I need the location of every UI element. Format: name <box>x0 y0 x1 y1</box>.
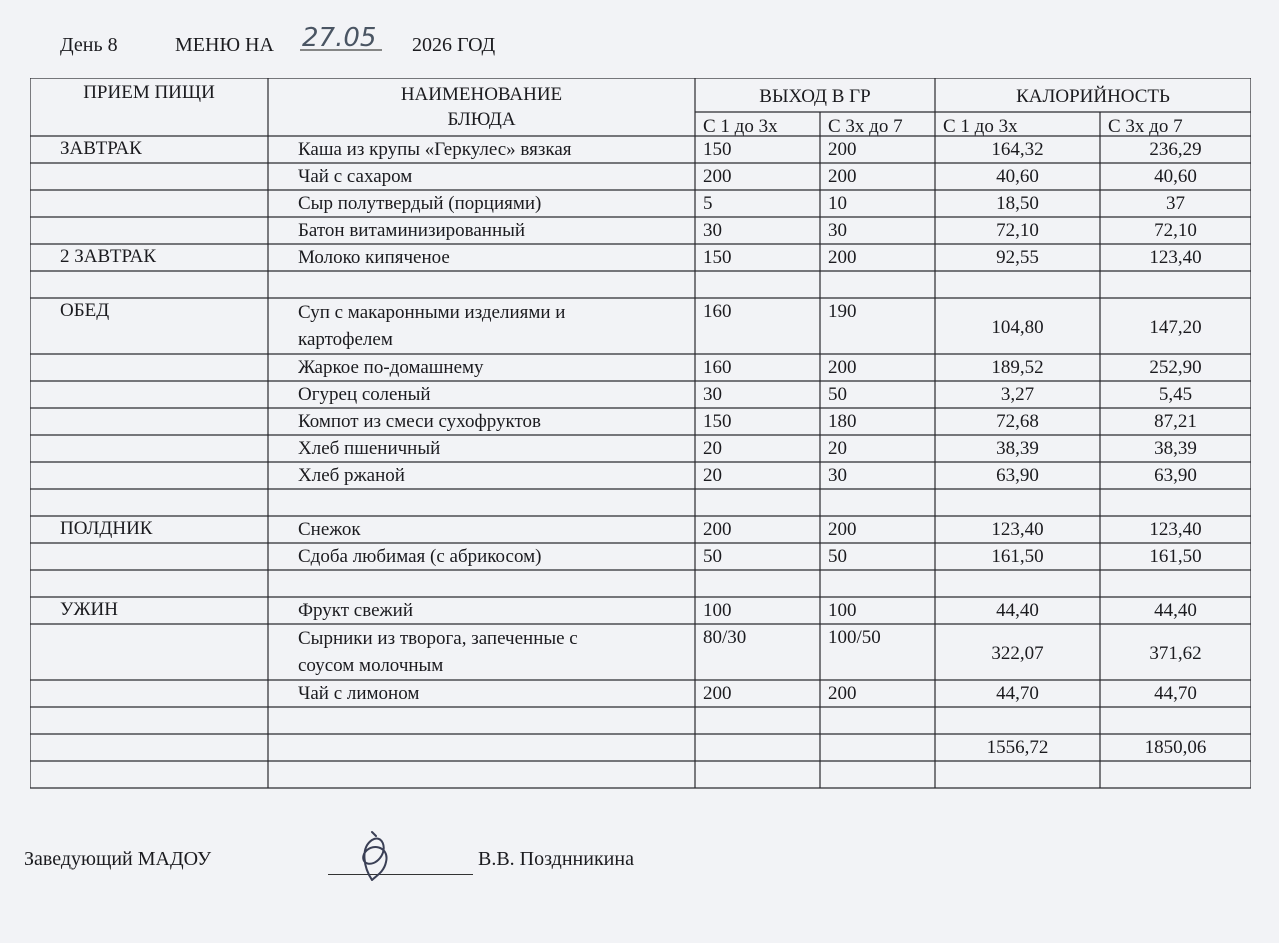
yield-1-3: 200 <box>703 683 732 704</box>
dish-name: Сдоба любимая (с абрикосом) <box>298 546 542 567</box>
dish-name: Молоко кипяченое <box>298 247 450 268</box>
dish-name: Снежок <box>298 519 361 540</box>
yield-3-7: 100/50 <box>828 627 881 648</box>
dish-name: Фрукт свежий <box>298 600 413 621</box>
dish-name: Сыр полутвердый (порциями) <box>298 193 542 214</box>
calories-1-3: 63,90 <box>996 465 1039 486</box>
calories-3-7: 63,90 <box>1154 465 1197 486</box>
header-yield-3-7: С 3х до 7 <box>828 116 903 137</box>
calories-1-3: 18,50 <box>996 193 1039 214</box>
calories-3-7: 252,90 <box>1149 357 1202 378</box>
position-label: Заведующий МАДОУ <box>24 848 212 870</box>
calories-1-3: 3,27 <box>1000 384 1035 405</box>
calories-1-3: 161,50 <box>991 546 1044 567</box>
dish-name: Хлеб пшеничный <box>298 438 441 459</box>
yield-3-7: 20 <box>828 438 847 459</box>
dish-name: Компот из смеси сухофруктов <box>298 411 542 432</box>
calories-1-3: 1556,72 <box>986 737 1049 758</box>
yield-3-7: 200 <box>828 247 857 268</box>
calories-3-7: 123,40 <box>1149 247 1202 268</box>
header-calories: КАЛОРИЙНОСТЬ <box>1016 86 1170 107</box>
calories-3-7: 123,40 <box>1149 519 1202 540</box>
dish-name: Хлеб ржаной <box>298 465 405 486</box>
calories-3-7: 87,21 <box>1154 411 1197 432</box>
header-yield: ВЫХОД В ГР <box>759 86 871 107</box>
yield-1-3: 5 <box>703 193 713 214</box>
calories-1-3: 92,55 <box>996 247 1039 268</box>
yield-3-7: 30 <box>828 220 847 241</box>
meal-label: ПОЛДНИК <box>60 518 153 539</box>
dish-name: Чай с сахаром <box>298 166 413 187</box>
calories-1-3: 44,70 <box>996 683 1039 704</box>
calories-1-3: 104,80 <box>991 317 1044 338</box>
calories-3-7: 40,60 <box>1154 166 1197 187</box>
yield-3-7: 190 <box>828 301 857 322</box>
calories-1-3: 164,32 <box>991 139 1044 160</box>
yield-1-3: 100 <box>703 600 732 621</box>
calories-3-7: 147,20 <box>1149 317 1202 338</box>
header-meal: ПРИЕМ ПИЩИ <box>83 82 215 103</box>
meal-label: ЗАВТРАК <box>60 138 142 159</box>
yield-1-3: 150 <box>703 247 732 268</box>
calories-3-7: 236,29 <box>1149 139 1202 160</box>
yield-1-3: 30 <box>703 384 722 405</box>
yield-3-7: 200 <box>828 166 857 187</box>
calories-1-3: 72,10 <box>996 220 1039 241</box>
yield-1-3: 30 <box>703 220 722 241</box>
calories-3-7: 5,45 <box>1158 384 1193 405</box>
menu-table <box>30 78 1251 804</box>
dish-name: Чай с лимоном <box>298 683 420 704</box>
header-cal-3-7: С 3х до 7 <box>1108 116 1183 137</box>
dish-name-line: соусом молочным <box>298 655 444 676</box>
calories-3-7: 1850,06 <box>1144 737 1207 758</box>
meal-label: ОБЕД <box>60 300 110 321</box>
dish-name: Жаркое по-домашнему <box>298 357 484 378</box>
calories-3-7: 44,40 <box>1154 600 1197 621</box>
yield-3-7: 200 <box>828 357 857 378</box>
calories-3-7: 371,62 <box>1149 643 1202 664</box>
calories-1-3: 123,40 <box>991 519 1044 540</box>
yield-3-7: 30 <box>828 465 847 486</box>
yield-1-3: 150 <box>703 411 732 432</box>
yield-3-7: 200 <box>828 683 857 704</box>
yield-3-7: 50 <box>828 384 847 405</box>
calories-3-7: 38,39 <box>1154 438 1197 459</box>
calories-1-3: 38,39 <box>996 438 1039 459</box>
header-dish: НАИМЕНОВАНИЕ БЛЮДА <box>400 84 563 130</box>
signature-scribble <box>342 828 412 888</box>
svg-text:27.05: 27.05 <box>302 24 377 53</box>
meal-label: УЖИН <box>60 599 118 620</box>
yield-1-3: 20 <box>703 465 722 486</box>
handwritten-date <box>298 24 384 56</box>
dish-name <box>298 299 695 355</box>
dish-name-line: Суп с макаронными изделиями и <box>298 302 566 323</box>
yield-3-7: 180 <box>828 411 857 432</box>
calories-1-3: 322,07 <box>991 643 1044 664</box>
header-cal-1-3: С 1 до 3х <box>943 116 1018 137</box>
yield-3-7: 50 <box>828 546 847 567</box>
yield-3-7: 200 <box>828 519 857 540</box>
yield-1-3: 160 <box>703 301 732 322</box>
yield-3-7: 100 <box>828 600 857 621</box>
yield-1-3: 80/30 <box>703 627 747 648</box>
day-label: День 8 <box>60 34 118 56</box>
calories-3-7: 37 <box>1166 193 1185 214</box>
dish-name <box>298 625 695 681</box>
calories-1-3: 44,40 <box>996 600 1039 621</box>
calories-1-3: 189,52 <box>991 357 1044 378</box>
dish-name: Каша из крупы «Геркулес» вязкая <box>298 139 572 160</box>
dish-name: Батон витаминизированный <box>298 220 526 241</box>
calories-3-7: 161,50 <box>1149 546 1202 567</box>
dish-name: Огурец соленый <box>298 384 431 405</box>
dish-name-line: Сырники из творога, запеченные с <box>298 628 578 649</box>
yield-1-3: 50 <box>703 546 722 567</box>
calories-1-3: 72,68 <box>996 411 1039 432</box>
meal-label: 2 ЗАВТРАК <box>60 246 157 267</box>
yield-3-7: 200 <box>828 139 857 160</box>
yield-1-3: 200 <box>703 166 732 187</box>
calories-1-3: 40,60 <box>996 166 1039 187</box>
calories-3-7: 72,10 <box>1154 220 1197 241</box>
manager-name: В.В. Позднникина <box>478 848 634 870</box>
year-label: 2026 ГОД <box>412 34 496 56</box>
calories-3-7: 44,70 <box>1154 683 1197 704</box>
yield-1-3: 200 <box>703 519 732 540</box>
yield-3-7: 10 <box>828 193 847 214</box>
dish-name-line: картофелем <box>298 329 393 350</box>
header-yield-1-3: С 1 до 3х <box>703 116 778 137</box>
yield-1-3: 20 <box>703 438 722 459</box>
menu-label: МЕНЮ НА <box>175 34 274 56</box>
yield-1-3: 150 <box>703 139 732 160</box>
yield-1-3: 160 <box>703 357 732 378</box>
